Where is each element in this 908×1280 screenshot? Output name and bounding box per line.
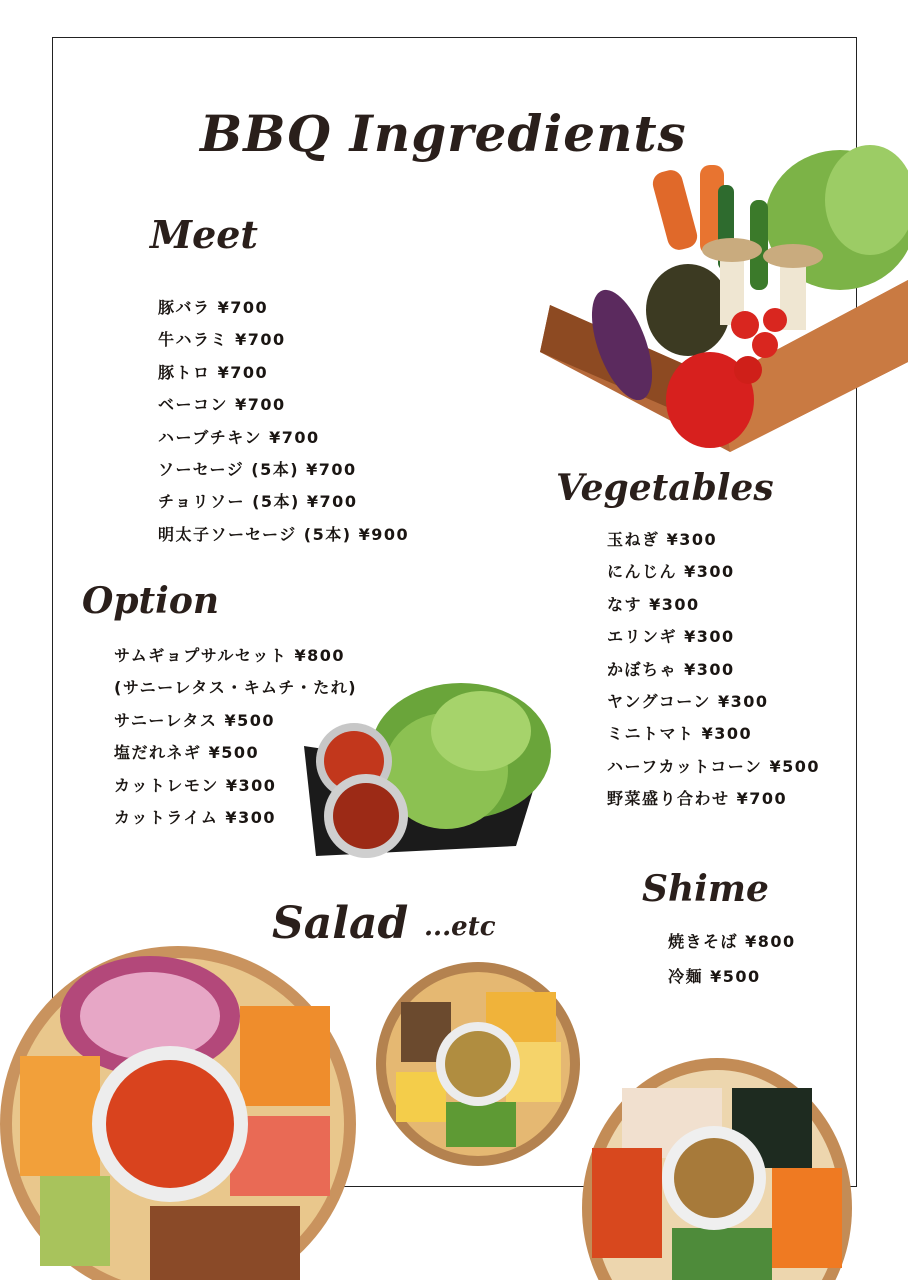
menu-item: ベーコン ¥700	[158, 395, 286, 415]
menu-item: ミニトマト ¥300	[607, 724, 753, 744]
salad-bowl-image-2	[376, 962, 580, 1166]
menu-item: 塩だれネギ ¥500	[114, 743, 260, 763]
menu-item: 豚バラ ¥700	[158, 298, 269, 317]
menu-item: 焼きそば ¥800	[668, 932, 796, 951]
menu-item: にんじん ¥300	[607, 562, 735, 582]
menu-item: ハーフカットコーン ¥500	[607, 756, 821, 776]
salad-bowl-image-1	[0, 946, 356, 1280]
menu-item: ハーブチキン ¥700	[158, 427, 320, 447]
section-heading-meet: Meet	[150, 212, 258, 257]
vegetable-crate-image	[540, 130, 908, 460]
menu-item: ソーセージ (5本) ¥700	[158, 459, 357, 479]
menu-item: 冷麺 ¥500	[668, 967, 761, 986]
menu-item: 豚トロ ¥700	[158, 362, 269, 382]
section-heading-vegetables: Vegetables	[556, 467, 774, 509]
page-title: BBQ Ingredients	[200, 104, 687, 163]
section-heading-shime: Shime	[642, 868, 769, 910]
menu-item: 野菜盛り合わせ ¥700	[607, 789, 788, 809]
salad-etc-label: ...etc	[424, 912, 496, 942]
meet-list	[158, 292, 409, 551]
section-heading-salad: Salad	[272, 898, 409, 949]
section-heading-option: Option	[82, 580, 220, 622]
menu-item: カットライム ¥300	[114, 807, 276, 827]
vegetables-list	[607, 524, 820, 816]
menu-item: かぼちゃ ¥300	[607, 659, 735, 679]
menu-item: 玉ねぎ ¥300	[607, 530, 718, 549]
menu-item: チョリソー (5本) ¥700	[158, 492, 358, 512]
option-tray-image	[296, 676, 556, 866]
menu-item: カットレモン ¥300	[114, 775, 277, 795]
salad-bowl-image-3	[582, 1058, 852, 1280]
menu-item: なす ¥300	[607, 594, 700, 614]
shime-list	[668, 924, 796, 994]
menu-item: サニーレタス ¥500	[114, 710, 276, 730]
menu-item: 牛ハラミ ¥700	[158, 330, 286, 350]
menu-item: 明太子ソーセージ (5本) ¥900	[158, 524, 410, 544]
menu-item: ヤングコーン ¥300	[607, 691, 769, 711]
menu-item: (サニーレタス・キムチ・たれ)	[114, 678, 358, 698]
menu-item: エリンギ ¥300	[607, 627, 735, 647]
menu-item: サムギョプサルセット ¥800	[114, 646, 346, 665]
